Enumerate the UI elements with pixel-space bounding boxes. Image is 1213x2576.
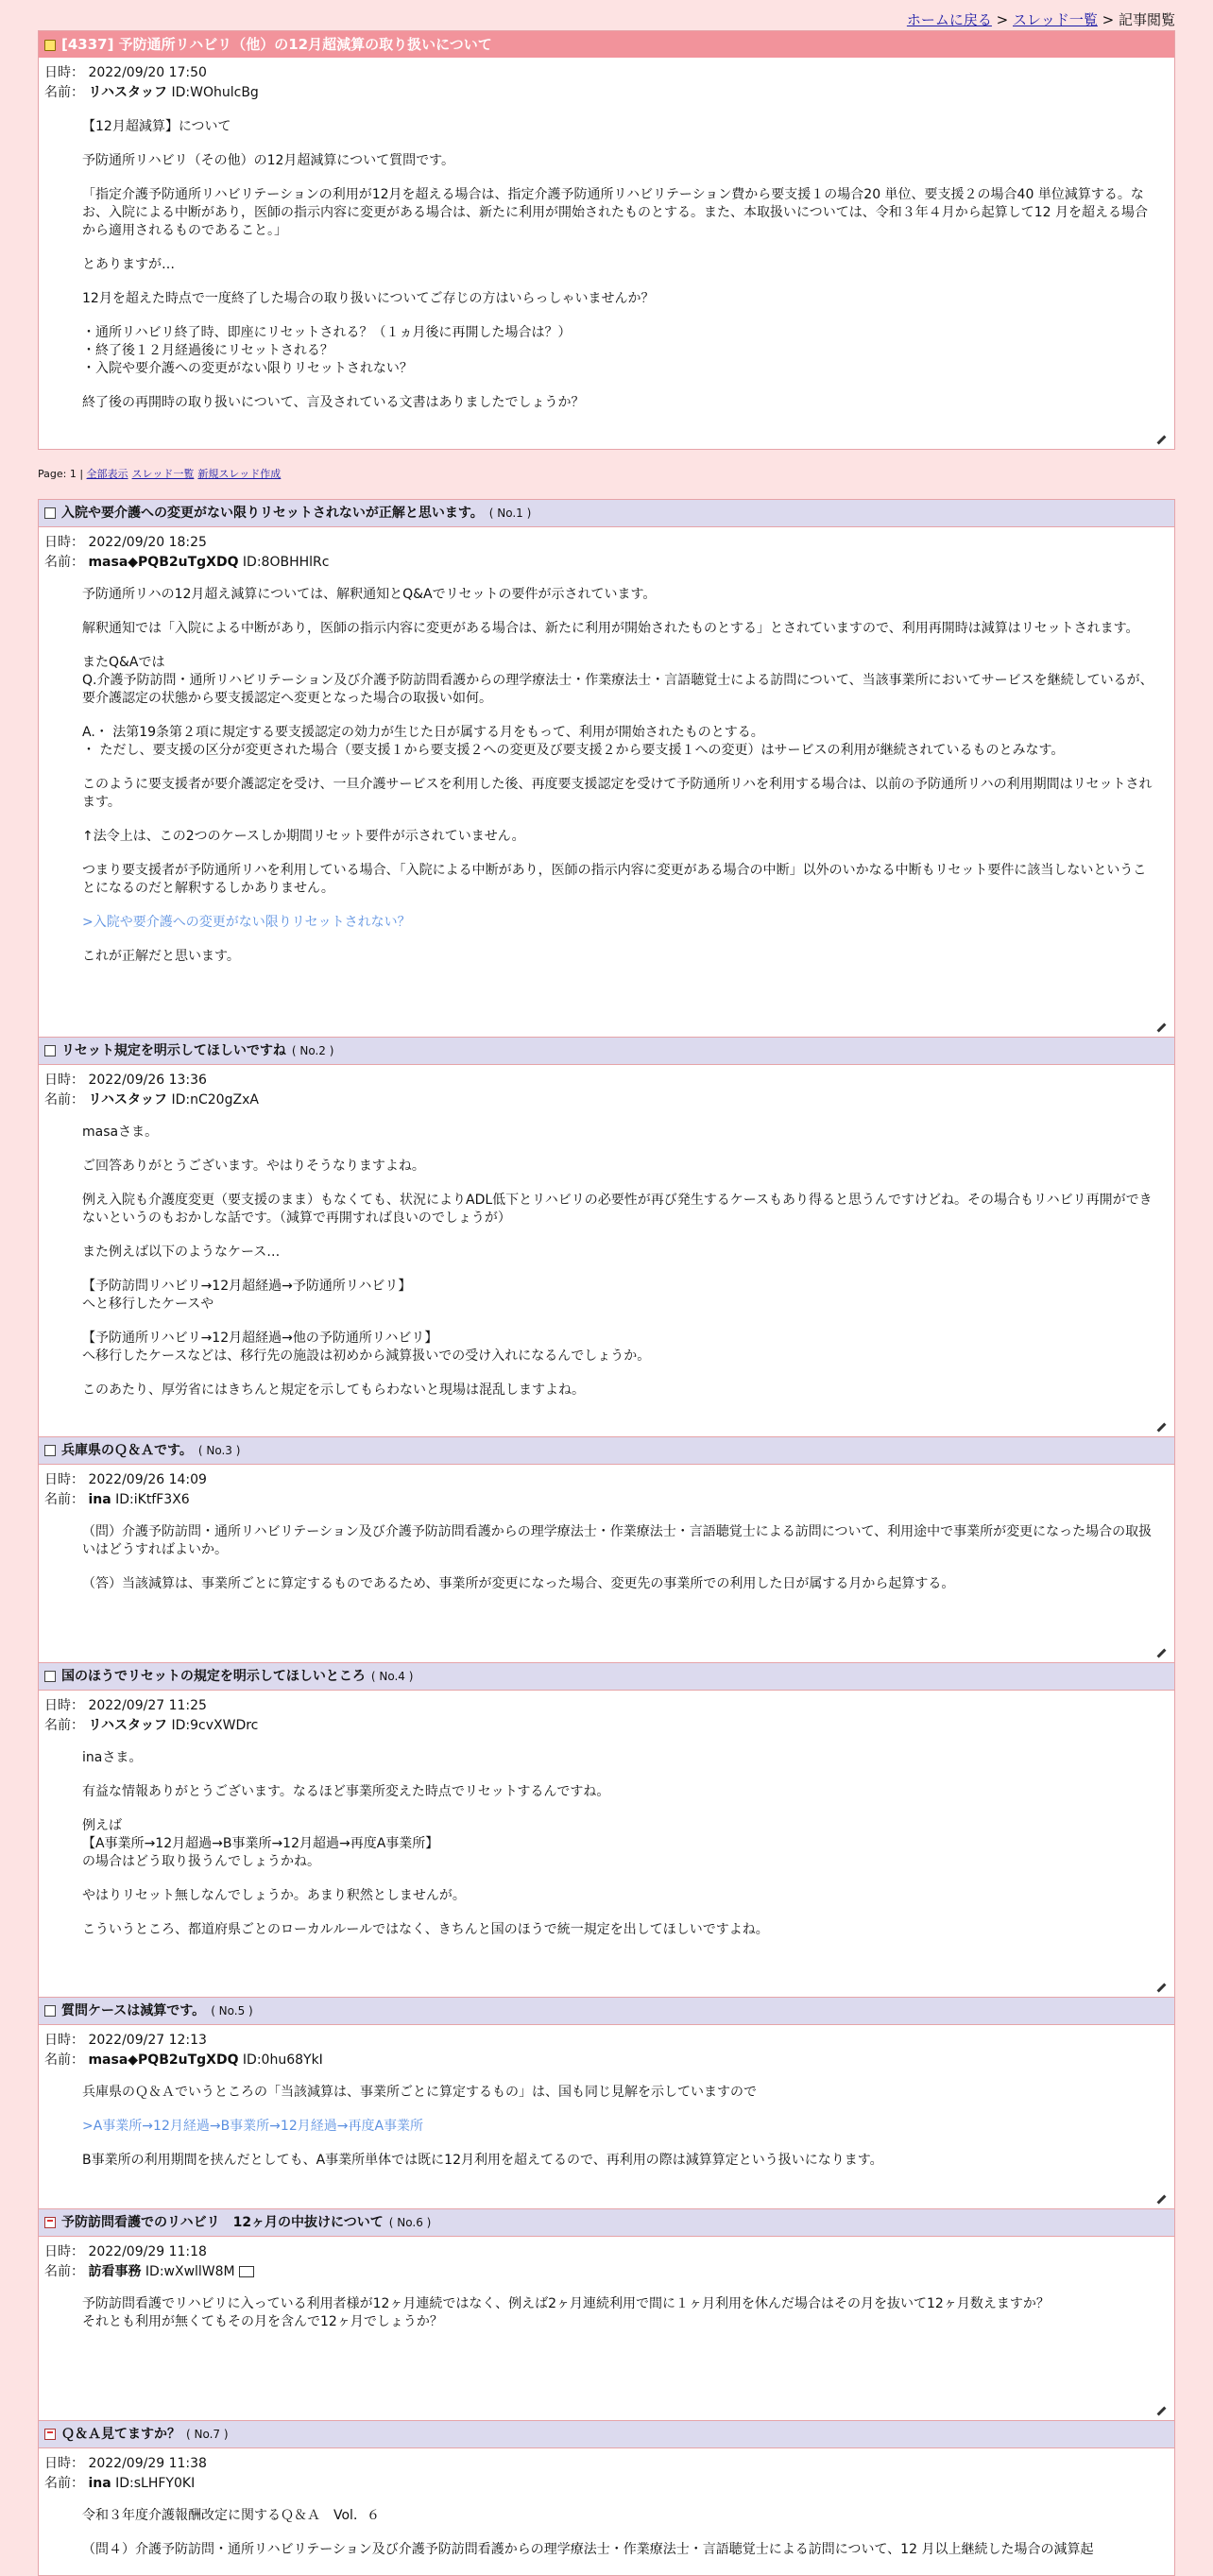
paragraph: 有益な情報ありがとうございます。なるほど事業所変えた時点でリセットするんですね。 bbox=[82, 1784, 610, 1799]
breadcrumb-separator: > bbox=[991, 11, 1014, 28]
reply-body bbox=[39, 2494, 1174, 2559]
post-footer bbox=[39, 1016, 1174, 1037]
thread-list-link[interactable]: スレッド一覧 bbox=[1013, 11, 1098, 28]
checkbox-icon bbox=[44, 2005, 56, 2017]
paragraph: 予防通所リハの12月超え減算については、解釈通知とQ&Aでリセットの要件が示されています。 bbox=[82, 587, 657, 602]
reply-meta bbox=[39, 2025, 1174, 2070]
checkbox-icon bbox=[44, 1671, 56, 1682]
reply-post bbox=[39, 1436, 1174, 1662]
paragraph: 【予防訪問リハビリ→12月超経過→予防通所リハビリ】 へと移行したケースや bbox=[82, 1279, 412, 1312]
paragraph: やはりリセット無しなんでしょうか。あまり釈然としませんが。 bbox=[82, 1888, 466, 1903]
new-thread-link[interactable]: 新規スレッド作成 bbox=[197, 468, 282, 480]
thread-list-link[interactable]: スレッド一覧 bbox=[131, 468, 195, 480]
author-name: ina bbox=[88, 2476, 111, 2491]
reply-number: ( No.6 ) bbox=[388, 2216, 432, 2229]
paragraph: 例えば 【A事業所→12月超過→B事業所→12月超過→再度A事業所】 の場合はどう取り扱うんでしょうかね。 bbox=[82, 1818, 439, 1869]
author-id: ID:0hu68YkI bbox=[242, 2052, 323, 2068]
thread-header bbox=[39, 31, 1174, 58]
checkbox-icon bbox=[44, 1445, 56, 1456]
paragraph: （問４）介護予防訪問・通所リハビリテーション及び介護予防訪問看護からの理学療法士・作業療法士・言語聴覚士による訪問について、12 月以上継続した場合の減算起 bbox=[82, 2542, 1094, 2557]
paragraph: （問）介護予防訪問・通所リハビリテーション及び介護予防訪問看護からの理学療法士・作業療法士・言語聴覚士による訪問について、利用途中で事業所が変更になった場合の取扱いはどうすればよいか。 bbox=[82, 1524, 1153, 1557]
name-label: 名前： bbox=[44, 1492, 84, 1507]
reply-meta bbox=[39, 2448, 1174, 2494]
paragraph: こういうところ、都道府県ごとのローカルルールではなく、きちんと国のほうで統一規定を出してほしいですよね。 bbox=[82, 1922, 769, 1937]
post-date: 2022/09/20 18:25 bbox=[88, 535, 207, 550]
paragraph: 終了後の再開時の取り扱いについて、言及されている文書はありましたでしょうか？ bbox=[82, 395, 585, 410]
post-footer bbox=[39, 2188, 1174, 2208]
author-name: リハスタッフ bbox=[88, 85, 168, 100]
reply-title: 質問ケースは減算です。 bbox=[61, 2003, 206, 2018]
paragraph: 例え入院も介護度変更（要支援のまま）もなくても、状況によりADL低下とリハビリの必要性が再び発生するケースもあり得ると思うんですけどね。その場合もリハビリ再開ができないというのもおかしな話です。（減算で再開すれば良いのでしょうが） bbox=[82, 1193, 1153, 1226]
author-name: masa◆PQB2uTgXDQ bbox=[88, 2052, 239, 2068]
post-date: 2022/09/20 17:50 bbox=[88, 65, 207, 80]
paragraph: 令和３年度介護報酬改定に関するＱ＆Ａ Vol．６ bbox=[82, 2508, 380, 2523]
paragraph: A.・ 法第19条第２項に規定する要支援認定の効力が生じた日が属する月をもって、利用が開始されたものとする。 ・ ただし、要支援の区分が変更された場合（要支援１から要支援２への変更及び要支援２から要支援１への変更）はサービスの利用が継続されているものとみなす。 bbox=[82, 725, 1065, 758]
breadcrumb-separator: > bbox=[1097, 11, 1119, 28]
reply-body bbox=[39, 573, 1174, 1016]
reply-post bbox=[39, 500, 1174, 1037]
reply-number: ( No.3 ) bbox=[197, 1444, 241, 1457]
post-date: 2022/09/26 14:09 bbox=[88, 1472, 207, 1487]
checkbox-icon bbox=[44, 1045, 56, 1056]
paragraph: （答）当該減算は、事業所ごとに算定するものであるため、事業所が変更になった場合、変更先の事業所での利用した日が属する月から起算する。 bbox=[82, 1576, 955, 1591]
paragraph: B事業所の利用期間を挟んだとしても、A事業所単体では既に12月利用を超えてるので、再利用の際は減算算定という扱いになります。 bbox=[82, 2153, 883, 2168]
date-label: 日時： bbox=[44, 65, 84, 80]
reply-body bbox=[39, 1736, 1174, 1976]
post-footer bbox=[39, 1641, 1174, 1662]
reply-title: 国のほうでリセットの規定を明示してほしいところ bbox=[61, 1669, 366, 1684]
reply-title: 入院や要介護への変更がない限りリセットされないが正解と思います。 bbox=[61, 506, 484, 521]
name-label: 名前： bbox=[44, 555, 84, 570]
document-icon bbox=[44, 2429, 56, 2440]
post-date: 2022/09/29 11:18 bbox=[88, 2244, 207, 2259]
pencil-icon[interactable] bbox=[1155, 1421, 1167, 1433]
quote-link[interactable]: >A事業所→12月経過→B事業所→12月経過→再度A事業所 bbox=[82, 2119, 424, 2134]
pencil-icon[interactable] bbox=[1155, 2193, 1167, 2205]
name-label: 名前： bbox=[44, 2476, 84, 2491]
paragraph: このあたり、厚労省にはきちんと規定を示してもらわないと現場は混乱しますよね。 bbox=[82, 1382, 585, 1398]
paragraph: 予防訪問看護でリハビリに入っている利用者様が12ヶ月連続ではなく、例えば2ヶ月連続利用で間に１ヶ月利用を休んだ場合はその月を抜いて12ヶ月数えますか？ それとも利用が無くてもその月を含んで12ヶ月でしょうか？ bbox=[82, 2296, 1050, 2329]
paragraph: 【12月超減算】について bbox=[82, 119, 231, 134]
home-link[interactable]: ホームに戻る bbox=[906, 11, 992, 28]
paragraph: 兵庫県のＱ＆Ａでいうところの「当該減算は、事業所ごとに算定するもの」は、国も同じ見解を示していますので bbox=[82, 2085, 757, 2100]
paragraph: つまり要支援者が予防通所リハを利用している場合、「入院による中断があり，医師の指示内容に変更がある場合の中断」以外のいかなる中断もリセット要件に該当しないということになるのだと解釈するしかありません。 bbox=[82, 863, 1147, 896]
author-name: 訪看事務 bbox=[88, 2264, 142, 2279]
reply-number: ( No.7 ) bbox=[186, 2428, 229, 2441]
paragraph: 解釈通知では「入院による中断があり，医師の指示内容に変更がある場合は、新たに利用が開始されたものとする」とされていますので、利用再開時は減算はリセットされます。 bbox=[82, 621, 1139, 636]
post-footer bbox=[39, 1976, 1174, 1997]
document-icon bbox=[44, 2217, 56, 2228]
name-label: 名前： bbox=[44, 85, 84, 100]
reply-title: リセット規定を明示してほしいですね bbox=[61, 1043, 286, 1058]
author-id: ID:wXwllW8M bbox=[145, 2264, 235, 2279]
pencil-icon[interactable] bbox=[1155, 1022, 1167, 1033]
date-label: 日時： bbox=[44, 1698, 84, 1713]
reply-meta bbox=[39, 2237, 1174, 2282]
reply-header bbox=[39, 1997, 1174, 2025]
reply-title: Ｑ＆Ａ見てますか？ bbox=[61, 2427, 180, 2442]
reply-header bbox=[39, 2208, 1174, 2237]
reply-meta bbox=[39, 1691, 1174, 1736]
pencil-icon[interactable] bbox=[1155, 434, 1167, 445]
post-date: 2022/09/27 12:13 bbox=[88, 2033, 207, 2048]
reply-body bbox=[39, 2070, 1174, 2188]
thread-meta bbox=[39, 58, 1174, 103]
post-footer bbox=[39, 2399, 1174, 2420]
page-label: Page: 1 | bbox=[38, 468, 87, 480]
paragraph: ↑法令上は、この2つのケースしか期間リセット要件が示されていません。 bbox=[82, 829, 525, 844]
mail-icon[interactable] bbox=[239, 2266, 254, 2277]
author-id: ID:sLHFY0KI bbox=[115, 2476, 196, 2491]
paragraph: またQ&Aでは Q.介護予防訪問・通所リハビリテーション及び介護予防訪問看護からの理学療法士・作業療法士・言語聴覚士による訪問について、当該事業所においてサービスを継続しているが、要介護認定の状態から要支援認定へ変更となった場合の取扱い如何。 bbox=[82, 655, 1153, 706]
reply-header bbox=[39, 500, 1174, 527]
author-id: ID:8OBHHlRc bbox=[242, 555, 330, 570]
author-id: ID:WOhulcBg bbox=[171, 85, 259, 100]
reply-post bbox=[39, 1037, 1174, 1436]
author-name: リハスタッフ bbox=[88, 1092, 168, 1108]
author-name: ina bbox=[88, 1492, 111, 1507]
date-label: 日時： bbox=[44, 2033, 84, 2048]
folder-icon bbox=[44, 40, 56, 51]
paragraph: ご回答ありがとうございます。やはりそうなりますよね。 bbox=[82, 1159, 425, 1174]
thread-title: [4337] 予防通所リハビリ（他）の12月超減算の取り扱いについて bbox=[61, 36, 492, 53]
paragraph: とありますが… bbox=[82, 257, 175, 272]
pencil-icon[interactable] bbox=[1155, 1982, 1167, 1993]
date-label: 日時： bbox=[44, 535, 84, 550]
paragraph: masaさま。 bbox=[82, 1125, 159, 1140]
show-all-link[interactable]: 全部表示 bbox=[86, 468, 128, 480]
author-name: masa◆PQB2uTgXDQ bbox=[88, 555, 239, 570]
checkbox-icon bbox=[44, 507, 56, 519]
name-label: 名前： bbox=[44, 1092, 84, 1108]
reply-header bbox=[39, 1436, 1174, 1465]
date-label: 日時： bbox=[44, 1073, 84, 1088]
name-label: 名前： bbox=[44, 2052, 84, 2068]
top-navigation bbox=[0, 0, 1213, 30]
reply-body bbox=[39, 1110, 1174, 1400]
name-label: 名前： bbox=[44, 1718, 84, 1733]
paragraph: 12月を超えた時点で一度終了した場合の取り扱いについてご存じの方はいらっしゃいませんか？ bbox=[82, 291, 655, 306]
reply-number: ( No.2 ) bbox=[291, 1044, 334, 1057]
reply-body bbox=[39, 2282, 1174, 2399]
reply-number: ( No.5 ) bbox=[211, 2004, 253, 2018]
current-page-label: 記事閲覧 bbox=[1118, 11, 1175, 28]
date-label: 日時： bbox=[44, 2456, 84, 2471]
post-date: 2022/09/29 11:38 bbox=[88, 2456, 207, 2471]
paragraph: 予防通所リハビリ（その他）の12月超減算について質問です。 bbox=[82, 153, 454, 168]
reply-title: 兵庫県のＱ＆Ａです。 bbox=[61, 1443, 193, 1458]
thread-body bbox=[39, 103, 1174, 412]
paragraph: 「指定介護予防通所リハビリテーションの利用が12月を超える場合は、指定介護予防通所リハビリテーション費から要支援１の場合20 単位、要支援２の場合40 単位減算する。なお、入院による中断があり，医師の指示内容に変更がある場合は、新たに利用が開始されたものとする。また、本取扱いについては、令和３年４月から起算して12 月を超える場合から適用されるものであること。」 bbox=[82, 187, 1148, 238]
reply-title: 予防訪問看護でのリハビリ 12ヶ月の中抜けについて bbox=[61, 2215, 384, 2230]
paragraph: これが正解だと思います。 bbox=[82, 949, 240, 964]
date-label: 日時： bbox=[44, 1472, 84, 1487]
pager bbox=[38, 450, 1175, 499]
paragraph: ・通所リハビリ終了時、即座にリセットされる？（１ヵ月後に再開した場合は？） ・終了後１２月経過後にリセットされる？ ・入院や要介護への変更がない限りリセットされない？ bbox=[82, 325, 572, 376]
post-footer bbox=[39, 428, 1174, 449]
reply-meta bbox=[39, 1465, 1174, 1510]
quote-link[interactable]: >入院や要介護への変更がない限りリセットされない？ bbox=[82, 915, 411, 930]
pencil-icon[interactable] bbox=[1155, 2405, 1167, 2416]
post-date: 2022/09/26 13:36 bbox=[88, 1073, 207, 1088]
paragraph: 【予防通所リハビリ→12月超経過→他の予防通所リハビリ】 へ移行したケースなどは、移行先の施設は初めから減算扱いでの受け入れになるんでしょうか。 bbox=[82, 1331, 651, 1364]
post-footer bbox=[39, 1416, 1174, 1436]
post-date: 2022/09/27 11:25 bbox=[88, 1698, 207, 1713]
date-label: 日時： bbox=[44, 2244, 84, 2259]
author-id: ID:nC20gZxA bbox=[171, 1092, 259, 1108]
author-id: ID:9cvXWDrc bbox=[171, 1718, 259, 1733]
paragraph: このように要支援者が要介護認定を受け、一旦介護サービスを利用した後、再度要支援認定を受けて予防通所リハを利用する場合は、以前の予防通所リハの利用期間はリセットされます。 bbox=[82, 777, 1153, 810]
reply-post bbox=[39, 2420, 1174, 2559]
paragraph: また例えば以下のようなケース… bbox=[82, 1245, 281, 1260]
reply-meta bbox=[39, 527, 1174, 573]
reply-header bbox=[39, 2420, 1174, 2448]
replies-box bbox=[38, 499, 1175, 2576]
reply-number: ( No.4 ) bbox=[370, 1670, 414, 1683]
author-name: リハスタッフ bbox=[88, 1718, 168, 1733]
author-id: ID:iKtfF3X6 bbox=[115, 1492, 190, 1507]
reply-header bbox=[39, 1037, 1174, 1065]
reply-meta bbox=[39, 1065, 1174, 1110]
reply-post bbox=[39, 2208, 1174, 2420]
name-label: 名前： bbox=[44, 2264, 84, 2279]
pencil-icon[interactable] bbox=[1155, 1647, 1167, 1658]
paragraph: inaさま。 bbox=[82, 1750, 143, 1765]
thread-box bbox=[38, 30, 1175, 450]
reply-post bbox=[39, 1662, 1174, 1997]
reply-number: ( No.1 ) bbox=[488, 507, 532, 520]
reply-post bbox=[39, 1997, 1174, 2208]
reply-body bbox=[39, 1510, 1174, 1641]
reply-header bbox=[39, 1662, 1174, 1691]
